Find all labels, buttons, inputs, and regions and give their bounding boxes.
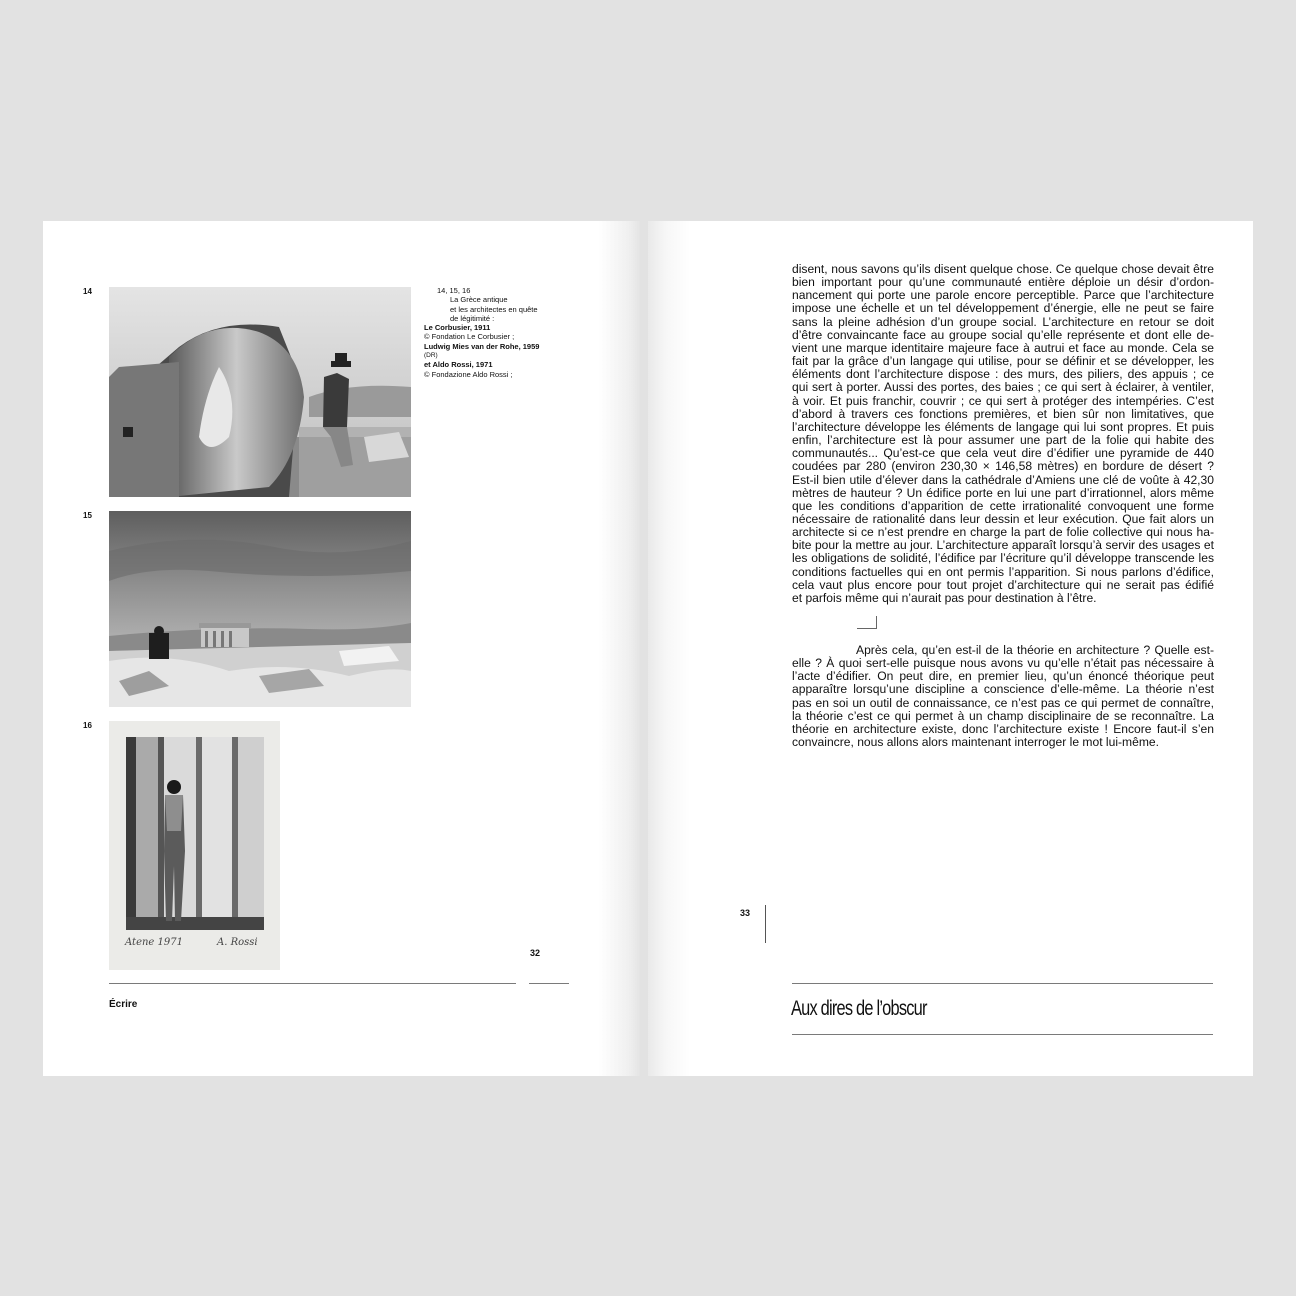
text-line: qui sert à porter. Aussi des portes, des baies ; ce qui sert à éclairer, à ventiler, (792, 380, 1214, 395)
caption-title-line3: de légitimité : (450, 313, 495, 323)
body-paragraph-1 (792, 263, 1214, 605)
page-number-right: 33 (740, 908, 751, 918)
caption-numbers: 14, 15, 16 (437, 286, 471, 295)
text-line: l’architecture développe les éléments de langage qui lui sont propres. Et puis (792, 419, 1214, 434)
text-line: Après cela, qu’en est-il de la théorie en architecture ? Quelle est- (856, 643, 1214, 657)
figure-number-16: 16 (83, 721, 92, 730)
photo-aldo-rossi-1971 (109, 721, 280, 970)
text-line: que les conditions d’apparition de cette irrationalité convoquent une forme (792, 498, 1214, 513)
text-line: bite pour la mettre au jour. L’architecture apparaît lorsqu’à servir des usages et (792, 538, 1214, 553)
footer-rule-right-bottom (792, 1034, 1213, 1035)
text-line: Est-il bien utile d’élever dans la cathédrale d’Amiens une clé de voûte à 42,30 (792, 472, 1214, 487)
text-line: convaincre, nous allons alors maintenant interroger le mot lui-même. (792, 735, 1160, 750)
text-line: fait par la grâce d’un langage qui utilise, pour se définir et se développer, les (792, 354, 1214, 369)
page-number-left: 32 (530, 948, 541, 958)
photo-le-corbusier-1911 (109, 287, 411, 497)
photo16-inscription-right: A. Rossi (217, 937, 258, 948)
caption-title-line1: La Grèce antique (450, 295, 508, 305)
text-line: vient une marque identitaire majeure face à autrui et face au monde. Cela se (792, 340, 1214, 355)
running-footer-right: Aux dires de l’obscur (791, 997, 927, 1020)
figure-caption (424, 286, 574, 379)
footer-rule-left-short (529, 983, 569, 984)
text-line: coudées par 280 (environ 230,30 × 146,58 mètres) en bordure de désert ? (792, 459, 1214, 474)
text-line: l’acte d’édifier. On peut dire, en premier lieu, qu’un énoncé théorique peut (792, 669, 1214, 684)
text-line: disent, nous savons qu’ils disent quelque chose. Ce quelque chose devait être (792, 262, 1214, 276)
photo16-inscription-left: Atene 1971 (125, 937, 183, 948)
left-page (43, 221, 640, 1076)
caption-title-line2: et les architectes en quête (450, 304, 538, 314)
text-line: à voir. Et puis franchir, couvrir ; ce qui sert à protéger des intempéries. C’est (792, 393, 1214, 408)
caption-credit1-copyright: © Fondation Le Corbusier ; (424, 332, 515, 342)
text-line: théorie en architecture existe, donc l’architecture existe ! Encore faut-il s’en (792, 721, 1214, 736)
text-line: architecte si ce n’est prendre en charge la part de folie collective qui nous ha- (792, 525, 1214, 540)
page-number-divider (765, 905, 766, 943)
caption-credit1-name: Le Corbusier, 1911 (424, 323, 491, 333)
body-paragraph-2 (792, 644, 1214, 749)
text-line: d’être convaincante face au groupe social qu’elle représente et dont elle de- (792, 327, 1214, 342)
text-line: les obligations de solidité, l’édifice par l’écriture qu’il développe transcende les (792, 551, 1214, 566)
text-line: pas en soi un outil de connaissance, ce n’est pas ce qui permet de connaître, (792, 695, 1214, 710)
text-line: cela vaut plus encore pour tout projet d’architecture qui ne serait pas édifié (792, 577, 1214, 592)
text-line: nancement qui porte une parole encore perceptible. Parce que l’architecture (792, 288, 1214, 303)
photo-mies-van-der-rohe-1959 (109, 511, 411, 707)
text-line: enfin, l’architecture est là pour assumer une part de la folie qui habite des (792, 433, 1214, 448)
caption-credit2-name: Ludwig Mies van der Rohe, 1959 (424, 341, 540, 351)
text-line: mètres de hauteur ? Un édifice porte en lui une part d’irrationnel, alors même (792, 485, 1214, 500)
text-line: conditions factuelles qui en ont permis l’apparition. Si nous parlons d’édifice, (792, 564, 1214, 579)
text-line: bien important pour qu’une communauté entière déploie un désir d’ordon- (792, 275, 1214, 290)
text-line: d’abord à travers ces fonctions premières, et bien sûr non limitatives, que (792, 406, 1214, 421)
section-break-bracket (857, 616, 877, 629)
text-line: impose une échelle et un tel développement d’énergie, elle ne peut se faire (792, 301, 1214, 316)
figure-number-14: 14 (83, 287, 92, 296)
caption-credit2-copyright: (DR) (424, 352, 438, 360)
caption-credit3-copyright: © Fondazione Aldo Rossi ; (424, 369, 513, 379)
text-line: sans la pleine adhésion d’un groupe social. L’architecture en retour se doit (792, 314, 1214, 329)
text-line: la théorie c’est ce qui permet à un champ disciplinaire de se reconnaître. La (792, 708, 1214, 723)
footer-rule-left (109, 983, 516, 984)
text-line: apparaître lorsqu’une discipline a conscience d’elle-même. La théorie n’est (792, 682, 1214, 697)
running-footer-left: Écrire (109, 999, 138, 1010)
right-page (648, 221, 1253, 1076)
footer-rule-right-top (792, 983, 1213, 984)
figure-number-15: 15 (83, 511, 92, 520)
text-line: nécessaire de rationalité dans leur dessin et leur exécution. Que fait alors un (792, 511, 1214, 526)
caption-credit3-name: et Aldo Rossi, 1971 (424, 360, 493, 370)
text-line: éléments dont l’architecture dispose : des murs, des piliers, des appuis ; ce (792, 367, 1214, 382)
text-line: et parfois même qui n’aurait pas pour destination à l’être. (792, 590, 1097, 605)
text-line: communautés... Qu’est-ce que cela veut dire d’édifier une pyramide de 440 (792, 446, 1214, 461)
text-line: elle ? À quoi sert-elle puisque nous avons vu qu’elle n’était pas nécessaire à (792, 656, 1214, 671)
